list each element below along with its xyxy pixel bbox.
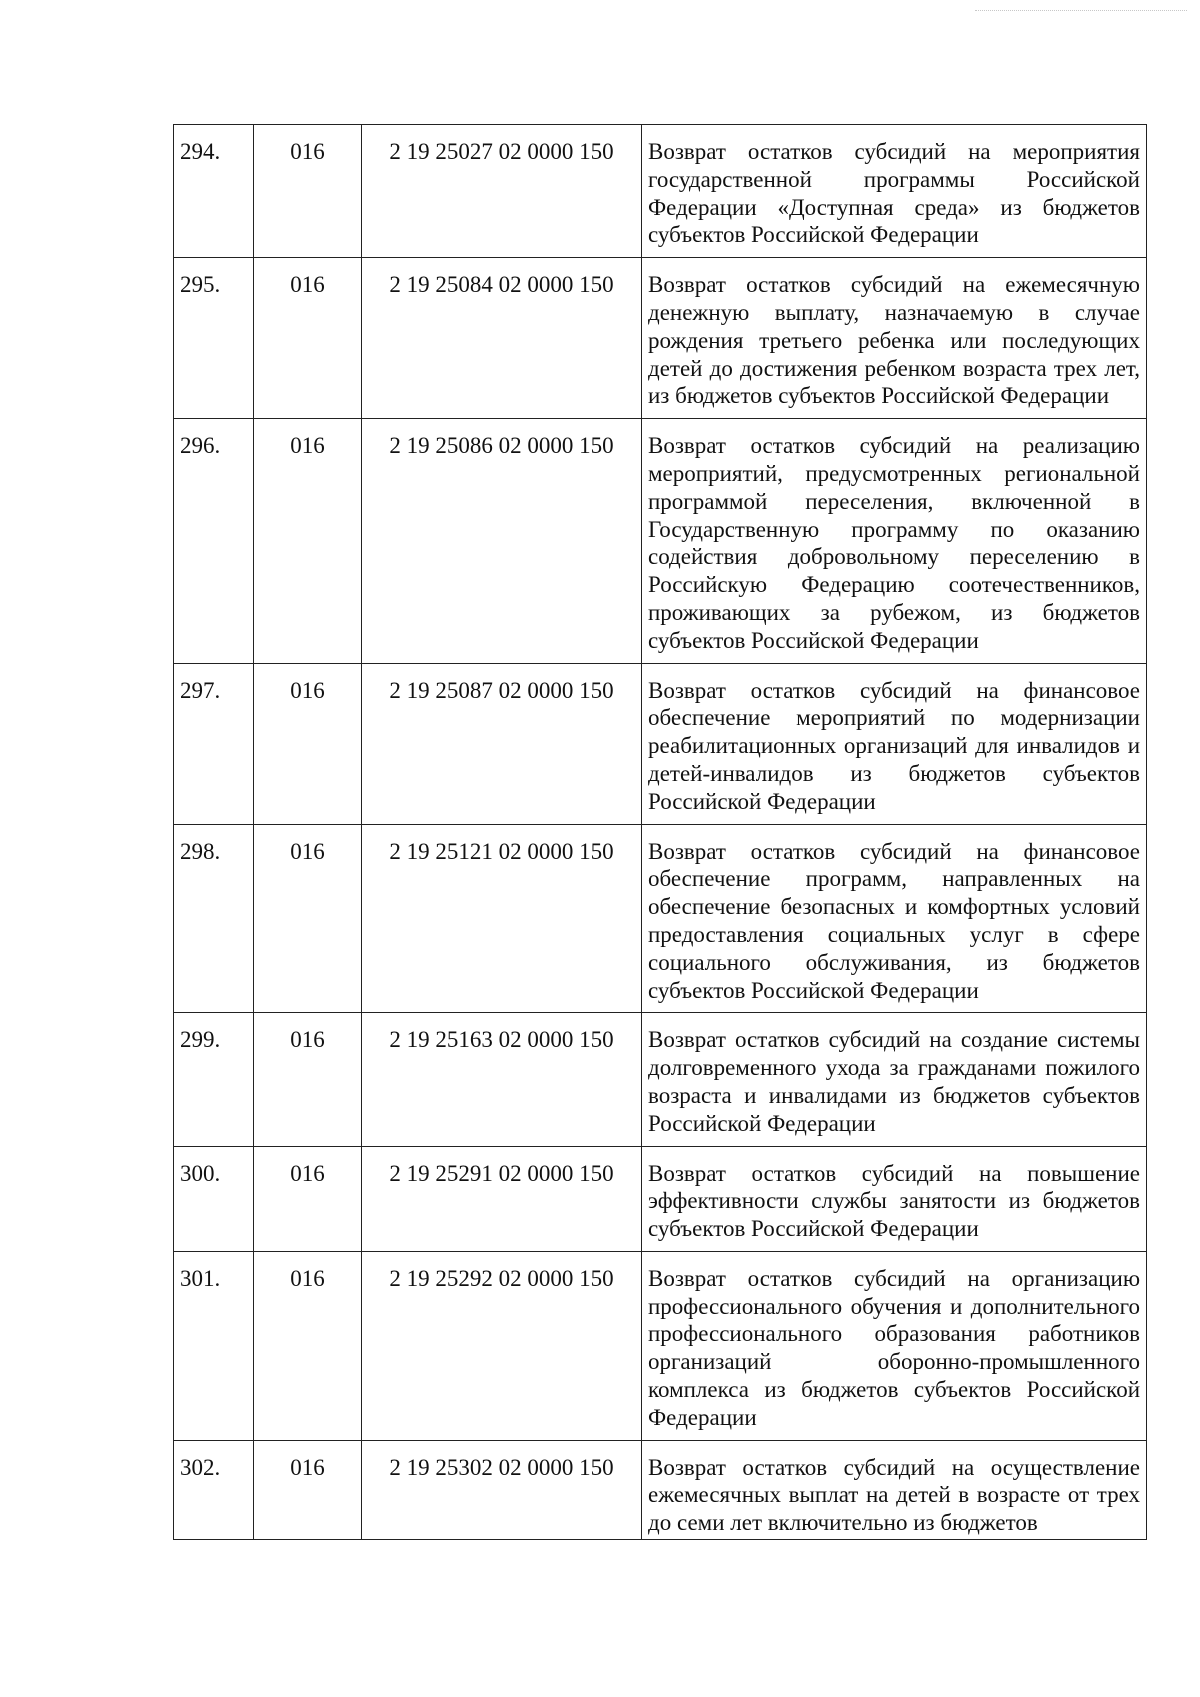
budget-classification-code: 2 19 25292 02 0000 150 (362, 1251, 642, 1440)
admin-code: 016 (254, 1146, 362, 1251)
row-number: 295. (174, 258, 254, 419)
revenue-description: Возврат остатков субсидий на мероприятия государственной программы Российской Федерации «Доступная среда» из бюджетов субъектов Российской Федерации (642, 125, 1147, 258)
admin-code: 016 (254, 258, 362, 419)
budget-classification-code: 2 19 25302 02 0000 150 (362, 1440, 642, 1539)
row-number: 297. (174, 663, 254, 824)
scan-edge-line (975, 10, 1187, 11)
budget-classification-code: 2 19 25121 02 0000 150 (362, 824, 642, 1013)
table-row (174, 125, 1147, 258)
revenue-description: Возврат остатков субсидий на реализацию мероприятий, предусмотренных региональной программой переселения, включенной в Государственную программу по оказанию содействия добровольному переселению в Российскую Федерацию соотечественников, проживающих за рубежом, из бюджетов субъектов Российской Федерации (642, 419, 1147, 663)
admin-code: 016 (254, 419, 362, 663)
row-number: 300. (174, 1146, 254, 1251)
budget-classification-code: 2 19 25163 02 0000 150 (362, 1013, 642, 1146)
row-number: 299. (174, 1013, 254, 1146)
row-number: 298. (174, 824, 254, 1013)
table-row (174, 1440, 1147, 1539)
admin-code: 016 (254, 663, 362, 824)
revenue-description: Возврат остатков субсидий на организацию профессионального обучения и дополнительного профессионального образования работников организаций оборонно-промышленного комплекса из бюджетов субъектов Российской Федерации (642, 1251, 1147, 1440)
budget-classification-code: 2 19 25027 02 0000 150 (362, 125, 642, 258)
table-row (174, 824, 1147, 1013)
row-number: 296. (174, 419, 254, 663)
table-row (174, 663, 1147, 824)
admin-code: 016 (254, 1440, 362, 1539)
budget-code-table (173, 124, 1147, 1540)
admin-code: 016 (254, 824, 362, 1013)
table-row (174, 258, 1147, 419)
budget-classification-code: 2 19 25291 02 0000 150 (362, 1146, 642, 1251)
revenue-description: Возврат остатков субсидий на финансовое обеспечение программ, направленных на обеспечение безопасных и комфортных условий предоставления социальных услуг в сфере социального обслуживания, из бюджетов субъектов Российской Федерации (642, 824, 1147, 1013)
revenue-description: Возврат остатков субсидий на осуществление ежемесячных выплат на детей в возрасте от трех до семи лет включительно из бюджетов (642, 1440, 1147, 1539)
revenue-description: Возврат остатков субсидий на создание системы долговременного ухода за гражданами пожилого возраста и инвалидами из бюджетов субъектов Российской Федерации (642, 1013, 1147, 1146)
row-number: 302. (174, 1440, 254, 1539)
revenue-description: Возврат остатков субсидий на финансовое обеспечение мероприятий по модернизации реабилитационных организаций для инвалидов и детей-инвалидов из бюджетов субъектов Российской Федерации (642, 663, 1147, 824)
table-row (174, 1251, 1147, 1440)
admin-code: 016 (254, 1251, 362, 1440)
revenue-description: Возврат остатков субсидий на повышение эффективности службы занятости из бюджетов субъектов Российской Федерации (642, 1146, 1147, 1251)
admin-code: 016 (254, 125, 362, 258)
table-row (174, 1013, 1147, 1146)
row-number: 301. (174, 1251, 254, 1440)
admin-code: 016 (254, 1013, 362, 1146)
table-row (174, 1146, 1147, 1251)
budget-classification-code: 2 19 25084 02 0000 150 (362, 258, 642, 419)
table-row (174, 419, 1147, 663)
revenue-description: Возврат остатков субсидий на ежемесячную денежную выплату, назначаемую в случае рождения третьего ребенка или последующих детей до достижения ребенком возраста трех лет, из бюджетов субъектов Российской Федерации (642, 258, 1147, 419)
budget-classification-code: 2 19 25086 02 0000 150 (362, 419, 642, 663)
budget-classification-code: 2 19 25087 02 0000 150 (362, 663, 642, 824)
row-number: 294. (174, 125, 254, 258)
